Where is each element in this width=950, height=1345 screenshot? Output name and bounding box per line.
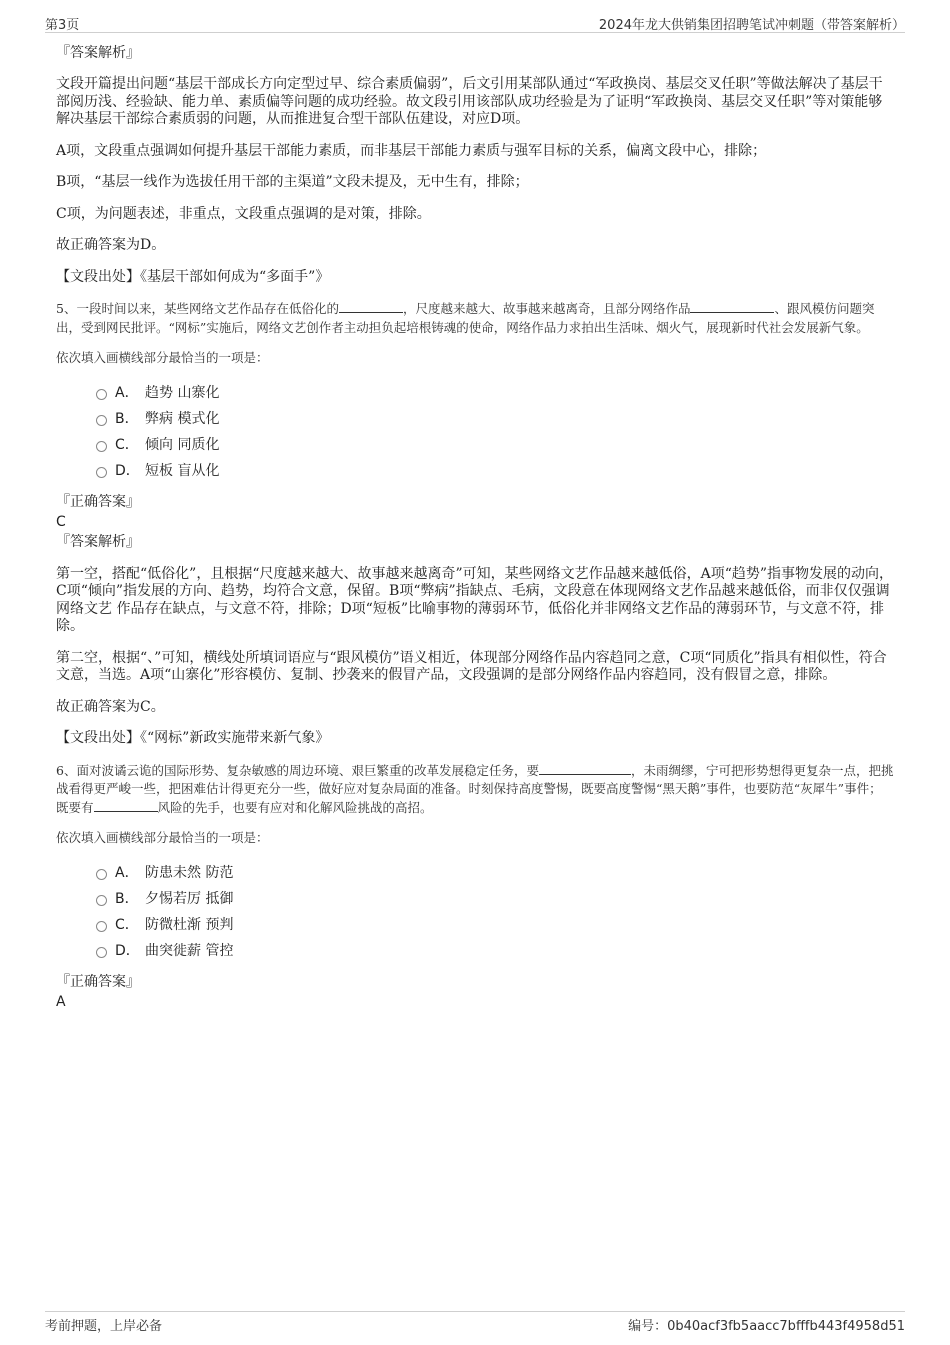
question-prompt: 依次填入画横线部分最恰当的一项是： [56,830,269,845]
conclusion: 故正确答案为D。 [56,237,166,253]
source-citation: 【文段出处】《“网标”新政实施带来新气象》 [56,730,330,746]
analysis-paragraph: C项，为问题表述，非重点，文段重点强调的是对策，排除。 [56,205,431,222]
radio-icon[interactable] [96,389,107,400]
question-stem: 6、面对波谲云诡的国际形势、复杂敏感的周边环境、艰巨繁重的改革发展稳定任务，要 ，未雨绸缪，宁可把形势想得更复杂一点，把挑战看得更严峻一些，把困难估计得更充分一些，做好应对复杂局面的准备。时刻保持高度警惕，既要高度警惕“黑天鹅”事件，也要防范“灰犀牛”事件；既要有 风险的先手，也要有应对和化解风险挑战的高招。 [56,762,894,815]
fill-blank [539,762,631,775]
fill-blank [339,300,403,313]
analysis-paragraph: 文段开篇提出问题“基层干部成长方向定型过早、综合素质偏弱”，后文引用某部队通过“军政换岗、基层交叉任职”等做法解决了基层干部阅历浅、经验缺、能力单、素质偏等问题的成功经验。故文段引用该部队成功经验是为了证明“军政换岗、基层交叉任职”等对策能够解决基层干部综合素质弱的问题，从而推进复合型干部队伍建设，对应D项。 [56,76,883,127]
option-b[interactable]: B． 夕惕若厉 抵御 [96,886,894,912]
radio-icon[interactable] [96,921,107,932]
source-citation: 【文段出处】《基层干部如何成为“多面手”》 [56,268,330,285]
radio-icon[interactable] [96,415,107,426]
q4-analysis [56,44,894,286]
document-title: 2024年龙大供销集团招聘笔试冲刺题（带答案解析） [598,18,905,33]
radio-icon[interactable] [96,441,107,452]
option-c[interactable]: C． 防微杜渐 预判 [96,912,894,938]
answer-value: C [56,513,66,530]
question-6 [56,762,894,1010]
radio-icon[interactable] [96,467,107,478]
page-number: 第3页 [45,18,80,33]
page-footer [45,1311,905,1334]
radio-icon[interactable] [96,895,107,906]
analysis-paragraph: A项，文段重点强调如何提升基层干部能力素质，而非基层干部能力素质与强军目标的关系，偏离文段中心，排除； [56,142,767,159]
analysis-label: 『答案解析』 [56,533,140,550]
answer-label: 『正确答案』 [56,493,140,510]
option-a[interactable]: A． 趋势 山寨化 [96,380,894,406]
options-list [96,860,894,964]
option-b[interactable]: B． 弊病 模式化 [96,406,894,432]
main-content [56,44,894,1014]
radio-icon[interactable] [96,947,107,958]
fill-blank [690,300,774,313]
option-c[interactable]: C． 倾向 同质化 [96,432,894,458]
conclusion: 故正确答案为C。 [56,698,165,715]
question-prompt: 依次填入画横线部分最恰当的一项是： [56,350,269,365]
footer-slogan: 考前押题，上岸必备 [45,1319,163,1334]
analysis-label: 『答案解析』 [56,45,140,61]
option-d[interactable]: D． 短板 盲从化 [96,458,894,484]
fill-blank [94,799,158,812]
question-5 [56,300,894,748]
answer-value: A [56,993,66,1010]
page-header [45,12,905,33]
document-id: 编号：0b40acf3fb5aacc7bfffb443f4958d51 [628,1319,905,1334]
question-stem: 5、一段时间以来，某些网络文艺作品存在低俗化的 ，尺度越来越大、故事越来越离奇，且部分网络作品 、跟风模仿问题突出，受到网民批评。“网标”实施后，网络文艺创作者主动担负起培根铸魂的使命，网络作品力求拍出生活味、烟火气，展现新时代社会发展新气象。 [56,301,875,335]
analysis-paragraph: 第一空，搭配“低俗化”，且根据“尺度越来越大、故事越来越离奇”可知，某些网络文艺作品越来越低俗，A项“趋势”指事物发展的动向，C项“倾向”指发展的方向、趋势，均符合文意，保留。B项“弊病”指缺点、毛病，文段意在体现网络文艺作品越来越低俗，而非仅仅强调 网络文艺 作品存在缺点，与文意不符，排除；D项“短板”比喻事物的薄弱环节，低俗化并非网络文艺作品的薄弱环节，与文意不符，排除。 [56,565,894,634]
analysis-paragraph: 第二空，根据“、”可知，横线处所填词语应与“跟风模仿”语义相近，体现部分网络作品内容趋同之意，C项“同质化”指具有相似性，符合文意，当选。A项“山寨化”形容模仿、复制、抄袭来的假冒产品，文段强调的是部分网络作品内容趋同，没有假冒之意，排除。 [56,649,887,683]
options-list [96,380,894,484]
analysis-paragraph: B项，“基层一线作为选拔任用干部的主渠道”文段未提及，无中生有，排除； [56,174,529,190]
option-d[interactable]: D． 曲突徙薪 管控 [96,938,894,964]
answer-label: 『正确答案』 [56,973,140,990]
radio-icon[interactable] [96,869,107,880]
option-a[interactable]: A． 防患未然 防范 [96,860,894,886]
